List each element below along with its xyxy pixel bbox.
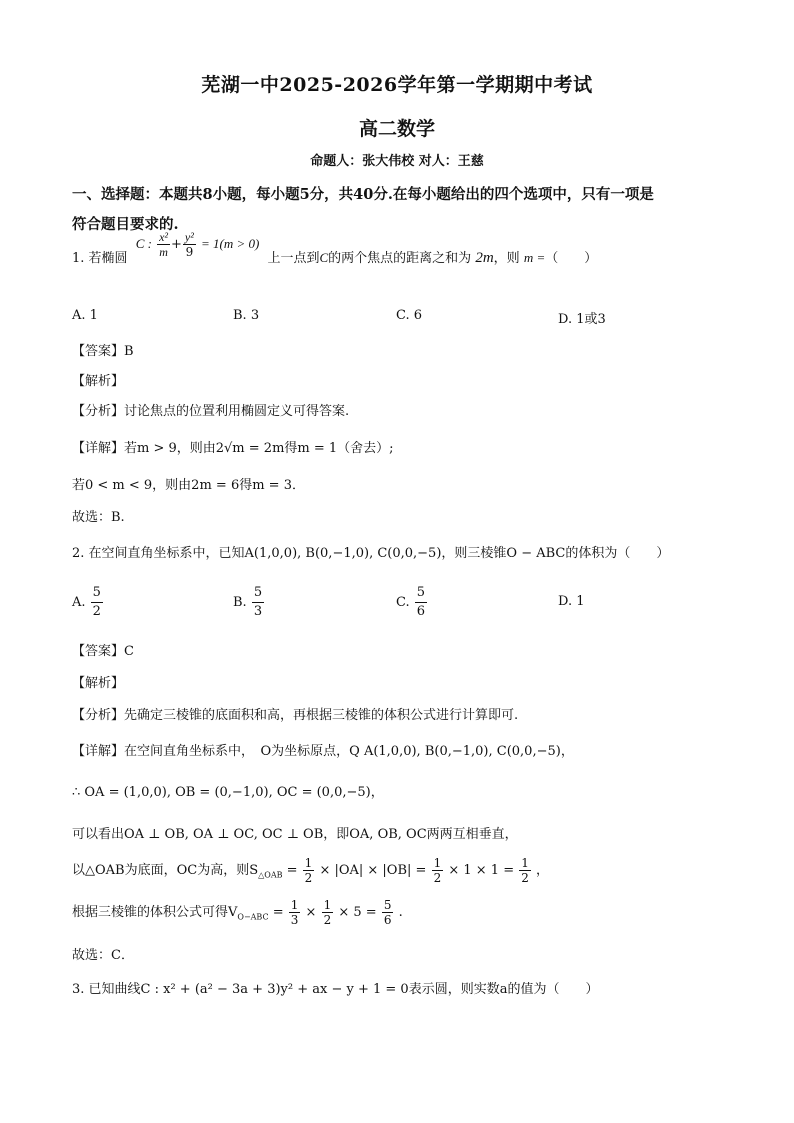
q1-num-y: y² — [184, 230, 194, 244]
q2-option-a — [72, 584, 104, 621]
q1-den-m: m — [159, 245, 168, 259]
q1-tail: ，则 — [493, 251, 520, 266]
q2-detail4-frac3-num: 1 — [521, 856, 529, 870]
q2-option-b-label: B. — [233, 595, 247, 610]
q1-analysis-label: 【解析】 — [72, 374, 125, 389]
exam-title: 芜湖一中2025-2026学年第一学期期中考试 — [201, 74, 593, 96]
q2-detail4-frac2-num: 1 — [433, 856, 442, 870]
q1-den-9: 9 — [185, 245, 194, 259]
q1-stem — [72, 230, 598, 273]
q2-detail5-frac1-den: 3 — [290, 913, 299, 927]
q1-frac-y — [183, 230, 196, 259]
q1-paren: （ ） — [545, 251, 598, 266]
q1-num-x: x² — [159, 230, 169, 244]
q2-option-c-label: C. — [396, 595, 410, 610]
q2-detail4-a: 以△OAB为底面，OC为高，则S — [72, 863, 259, 878]
q1-eq-c: C : — [135, 236, 152, 251]
exam-subject: 高二数学 — [358, 118, 435, 140]
q2-detail4-frac1 — [303, 856, 315, 885]
section-heading-line2: 符合题目要求的. — [72, 216, 179, 233]
q2-option-a-label: A. — [72, 595, 86, 610]
q2-detail5-d: × 5 = — [338, 905, 381, 920]
q2-detail4-e: ， — [536, 863, 550, 878]
q1-detail2: 若0 < m < 9，则由2m = 6得m = 3． — [72, 478, 305, 493]
q1-answer: 【答案】B — [72, 344, 134, 359]
q2-fenxi: 【分析】先确定三棱锥的底面积和高，再根据三棱锥的体积公式进行计算即可. — [72, 708, 519, 723]
q2-detail4-sub: △OAB — [258, 870, 283, 880]
q2-option-b — [233, 584, 265, 621]
q2-detail4-frac2 — [432, 856, 444, 885]
q1-two-m: 2m — [475, 250, 494, 266]
q3-stem: 3. 已知曲线C : x² + (a² − 3a + 3)y² + ax − y + 1 = 0表示圆，则实数a的值为（ ） — [72, 982, 599, 997]
q2-option-c-frac — [415, 584, 427, 621]
q2-detail4-frac3-den: 2 — [521, 871, 529, 885]
exam-authors: 命题人：张大伟校 对人：王慈 — [310, 154, 484, 169]
q2-option-b-num: 5 — [252, 584, 264, 603]
section-heading-line1: 一、选择题：本题共8小题，每小题5分，共40分.在每小题给出的四个选项中，只有一项是 — [72, 186, 654, 203]
q2-option-b-frac — [252, 584, 264, 621]
q2-detail4 — [72, 856, 549, 885]
q1-fenxi: 【分析】讨论焦点的位置利用椭圆定义可得答案. — [72, 404, 350, 419]
q1-option-c: C. 6 — [396, 308, 423, 323]
q1-c: C — [319, 250, 329, 265]
q1-eq-rest: = 1(m > 0) — [201, 236, 260, 251]
q2-option-c-den: 6 — [416, 604, 426, 619]
q1-result: 故选：B. — [72, 510, 125, 525]
q2-detail5-frac1-num: 1 — [290, 898, 299, 912]
q1-mid2: 的两个焦点的距离之和为 — [328, 251, 472, 266]
q2-detail5-frac3-den: 6 — [383, 913, 392, 927]
q2-detail5-a: 根据三棱锥的体积公式可得V — [72, 905, 238, 920]
q2-detail3: 可以看出OA ⊥ OB, OA ⊥ OC, OC ⊥ OB，即OA, OB, OC两两互相垂直， — [72, 827, 518, 842]
q1-option-a: A. 1 — [72, 308, 98, 323]
q1-mid: 上一点到 — [267, 251, 320, 266]
q2-detail5-frac2-num: 1 — [323, 898, 332, 912]
q2-detail5-frac2-den: 2 — [323, 913, 332, 927]
q1-option-b: B. 3 — [233, 308, 260, 323]
q2-detail4-frac1-num: 1 — [304, 856, 313, 870]
q2-detail5-e: . — [398, 905, 403, 920]
q2-detail1: 【详解】在空间直角坐标系中， O为坐标原点，Q A(1,0,0), B(0,−1,0), C(0,0,−5)， — [72, 744, 574, 759]
q2-detail4-frac1-den: 2 — [304, 871, 313, 885]
q2-detail5-c: × — [305, 905, 317, 920]
q2-detail5-b: = — [268, 905, 288, 920]
q2-option-a-frac — [91, 584, 103, 621]
q2-detail5-frac2 — [322, 898, 334, 927]
q1-option-d: D. 1或3 — [558, 312, 606, 327]
q1-detail1: 【详解】若m > 9，则由2√m = 2m得m = 1（舍去）; — [72, 441, 394, 456]
q2-detail4-frac3 — [519, 856, 531, 885]
q2-detail4-frac2-den: 2 — [433, 871, 442, 885]
q1-ellipse-equation: C : $\frac{\text{x²}}{m}$ + $\frac{\text{y²}}{9}$ = 1(m > 0) — [135, 230, 260, 259]
q1-m-eq: m = — [523, 250, 546, 265]
q2-stem: 2. 在空间直角坐标系中，已知A(1,0,0), B(0,−1,0), C(0,0,−5)，则三棱锥O − ABC的体积为（ ） — [72, 546, 670, 561]
q2-detail4-c: × |OA| × |OB| = — [319, 863, 431, 878]
q2-option-c — [396, 584, 428, 621]
q2-analysis-label: 【解析】 — [72, 676, 125, 691]
q2-detail5-sub: O−ABC — [237, 912, 269, 922]
q2-option-b-den: 3 — [253, 604, 263, 619]
q2-option-c-num: 5 — [415, 584, 427, 603]
q2-detail2: ∴ OA = (1,0,0), OB = (0,−1,0), OC = (0,0,−5)， — [72, 785, 384, 800]
q2-option-a-num: 5 — [91, 584, 103, 603]
q2-detail4-d: × 1 × 1 = — [448, 863, 519, 878]
q2-detail5-frac3 — [382, 898, 394, 927]
q1-frac-x — [157, 230, 170, 259]
q2-detail5-frac3-num: 5 — [383, 898, 392, 912]
q2-detail4-b: = — [282, 863, 302, 878]
q2-result: 故选：C． — [72, 948, 134, 963]
q1-prefix: 1. 若椭圆 — [72, 251, 128, 266]
q2-option-a-den: 2 — [92, 604, 101, 619]
q2-option-d: D. 1 — [558, 594, 585, 609]
q2-detail5 — [72, 898, 403, 927]
q2-answer: 【答案】C — [72, 644, 134, 659]
q2-detail5-frac1 — [289, 898, 301, 927]
